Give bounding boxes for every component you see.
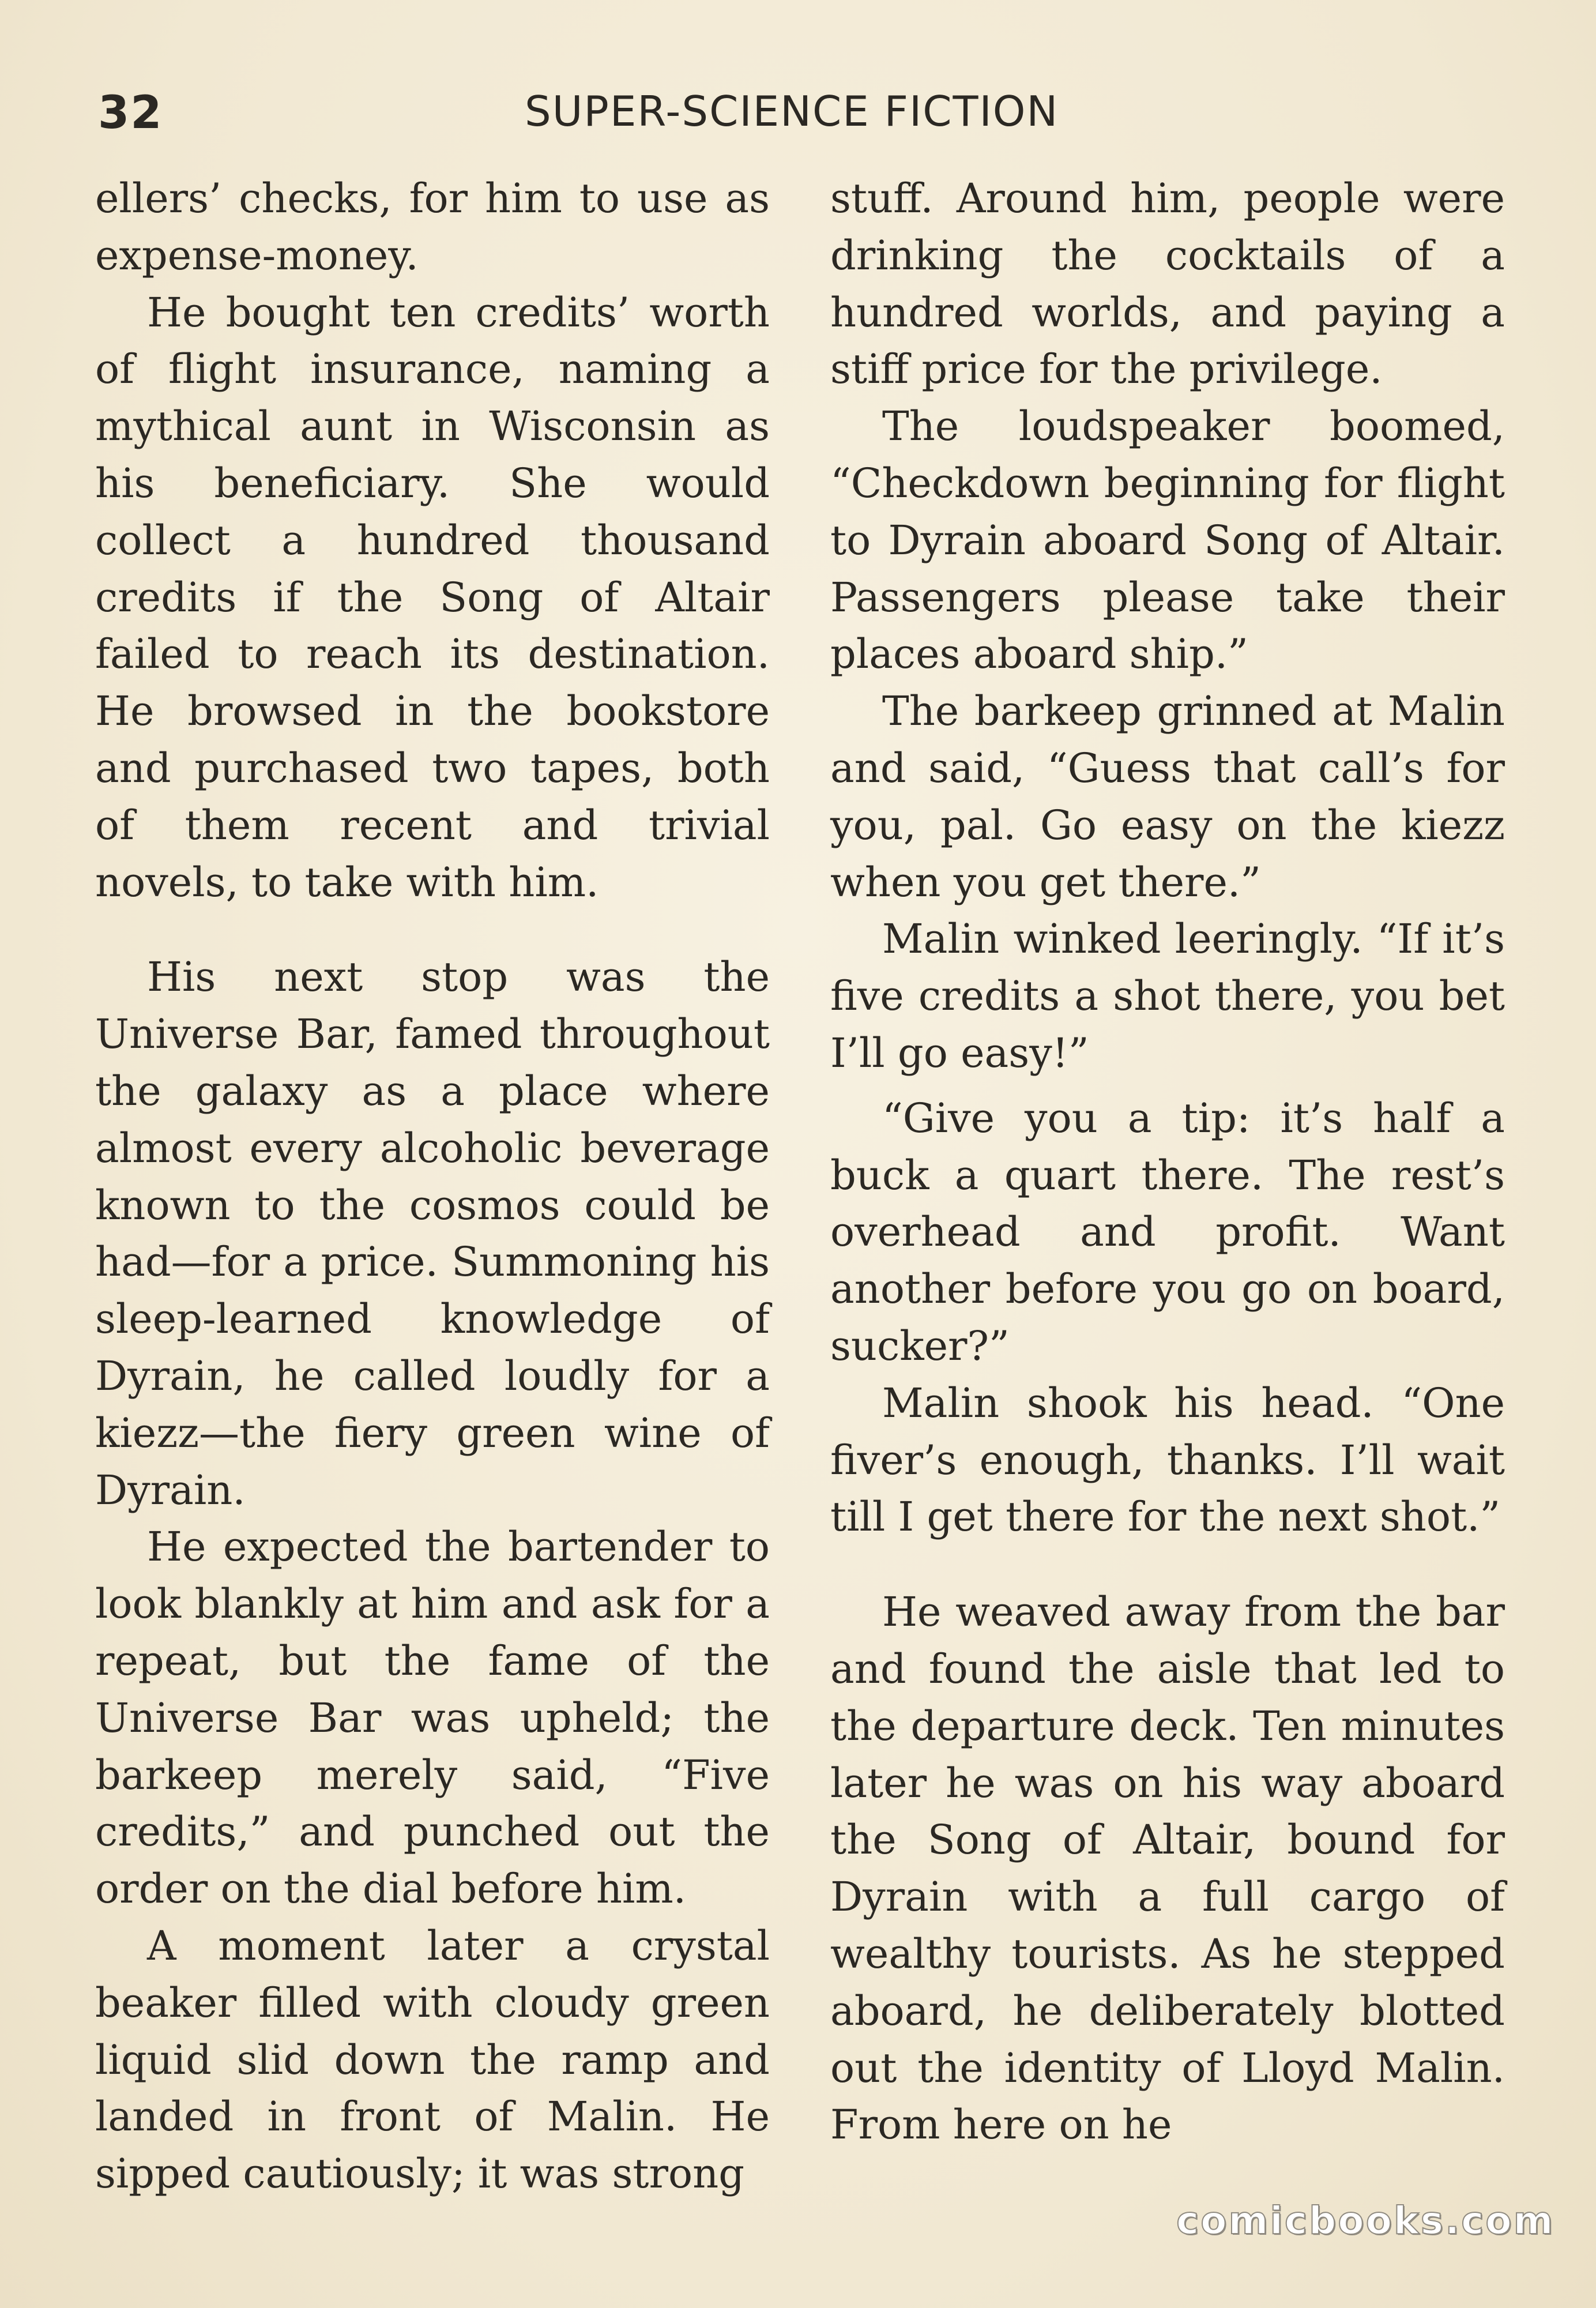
paragraph: ellers’ checks, for him to use as expense-money. (95, 175, 770, 279)
paragraph: Malin winked leeringly. “If it’s five credits a shot there, you bet I’ll go easy!” (830, 915, 1505, 1077)
paragraph: He expected the bartender to look blankly at him and ask for a repeat, but the fame of the Universe Bar was upheld; the barkeep merely said, “Five credits,” and punched out the order on the dial before him. (95, 1523, 770, 1913)
running-title: SUPER-SCIENCE FICTION (525, 87, 1059, 136)
watermark: comicbooks.com (1176, 2198, 1555, 2243)
paragraph: “Give you a tip: it’s half a buck a quart there. The rest’s overhead and profit. Want another before you go on board, sucker?” (830, 1094, 1505, 1370)
paragraph: A moment later a crystal beaker filled with cloudy green liquid slid down the ramp and landed in front of Malin. He sipped cautiously; it was strong (95, 1922, 770, 2198)
left-column (95, 170, 770, 2202)
paragraph: The loudspeaker boomed, “Checkdown beginning for flight to Dyrain aboard Song of Altair. Passengers please take their places aboard ship.” (830, 403, 1505, 678)
paragraph: He bought ten credits’ worth of flight insurance, naming a mythical aunt in Wisconsin as his beneficiary. She would collect a hundred thousand credits if the Song of Altair failed to reach its destination. He browsed in the bookstore and purchased two tapes, both of them recent and trivial novels, to take with him. (95, 288, 770, 906)
paragraph: The barkeep grinned at Malin and said, “Guess that call’s for you, pal. Go easy on the kiezz when you get there.” (830, 687, 1505, 906)
paragraph: He weaved away from the bar and found the aisle that led to the departure deck. Ten minutes later he was on his way aboard the Song of Altair, bound for Dyrain with a full cargo of wealthy tourists. As he stepped aboard, he deliberately blotted out the identity of Lloyd Malin. From here on he (830, 1588, 1505, 2149)
page-number: 32 (98, 87, 163, 139)
paragraph: His next stop was the Universe Bar, famed throughout the galaxy as a place where almost every alcoholic beverage known to the cosmos could be had—for a price. Summoning his sleep-learned knowledge of Dyrain, he called loudly for a kiezz—the fiery green wine of Dyrain. (95, 953, 770, 1514)
right-column (830, 170, 1505, 2153)
paragraph: stuff. Around him, people were drinking the cocktails of a hundred worlds, and paying a stiff price for the privilege. (830, 175, 1505, 393)
paragraph: Malin shook his head. “One fiver’s enough, thanks. I’ll wait till I get there for the next shot.” (830, 1379, 1505, 1541)
page-header (92, 84, 1511, 147)
